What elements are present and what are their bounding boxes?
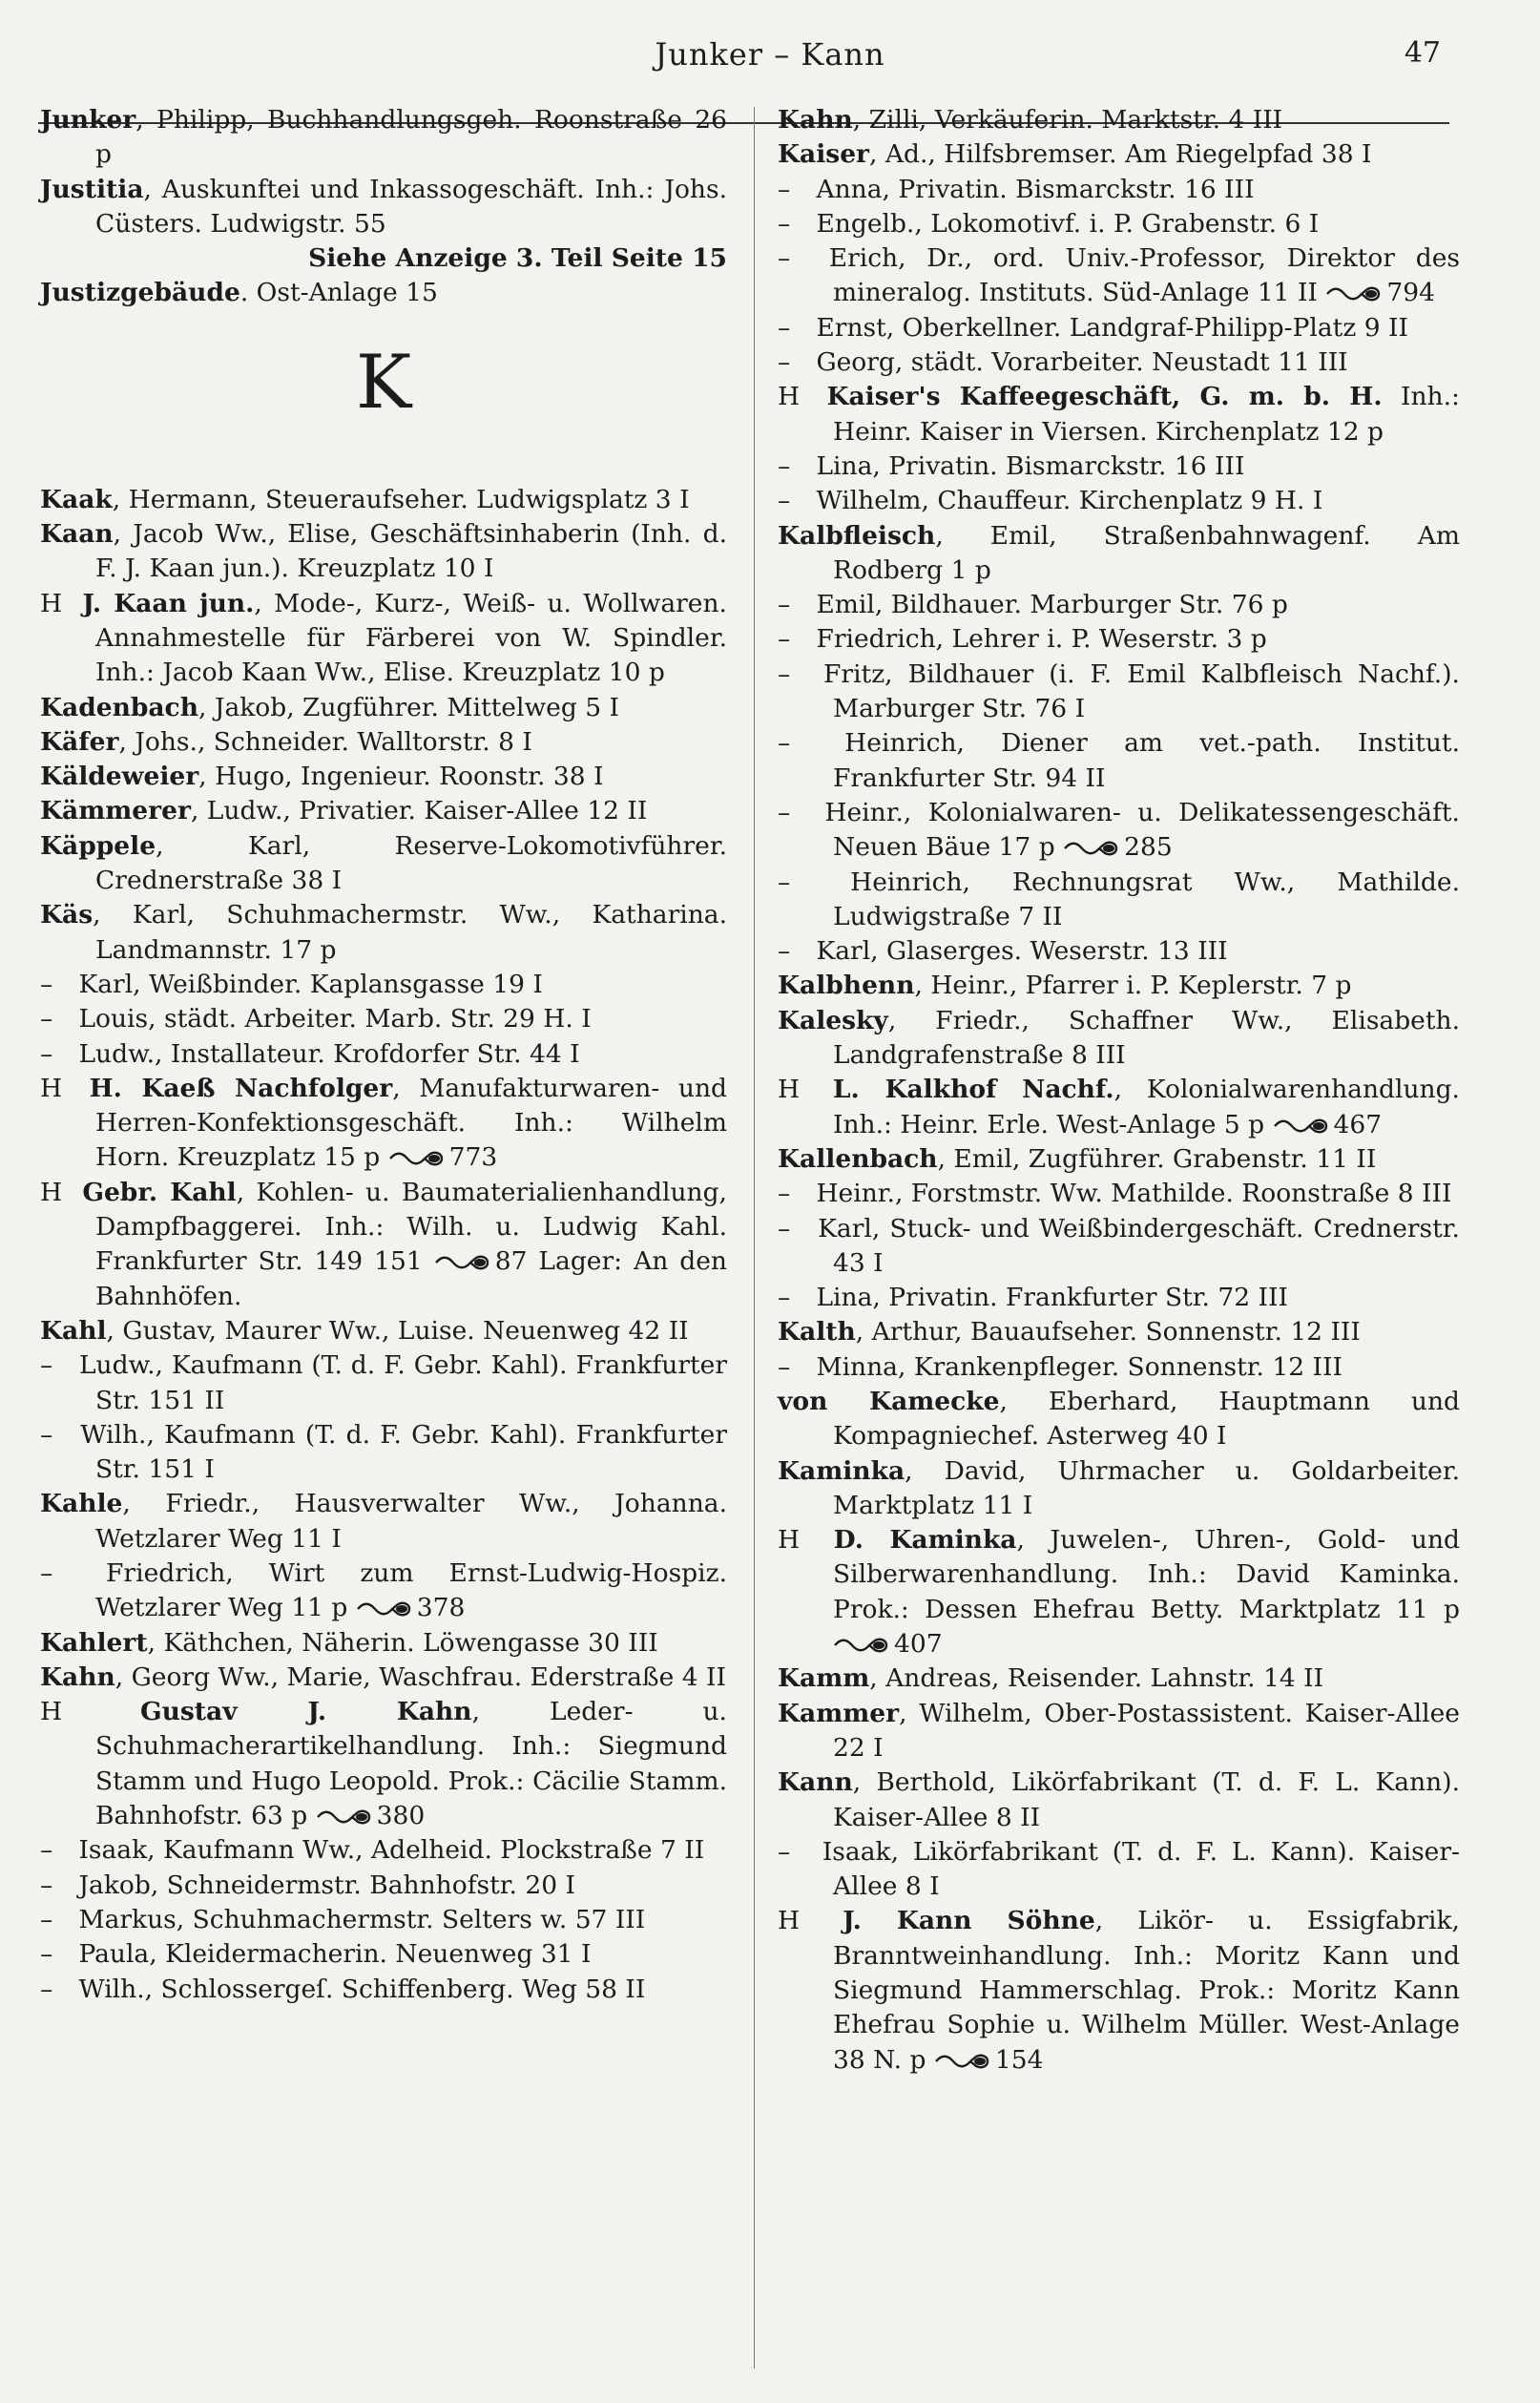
entry-text: , Kohlen- u. Baumaterialienhandlung, Dampfbaggerei. Inh.: Wilh. u. Ludwig Kahl. Frankfurter Str. 149 151: [95, 1177, 727, 1277]
phone-number: 794: [1386, 278, 1435, 308]
left-column: [40, 103, 727, 2007]
directory-entry: [40, 103, 727, 173]
entry-prefix: –: [40, 1038, 53, 1069]
entry-name: Kämmerer: [40, 796, 191, 826]
entry-text: , Käthchen, Näherin. Löwengasse 30 III: [147, 1627, 658, 1658]
entry-text: Lina, Privatin. Frankfurter Str. 72 III: [816, 1283, 1288, 1313]
entry-name: Kaan: [40, 519, 114, 550]
directory-entry: [40, 725, 727, 760]
telephone-icon: [434, 1254, 489, 1271]
directory-entry: [778, 1350, 1460, 1385]
directory-entry: [778, 345, 1460, 380]
directory-entry: [778, 1661, 1460, 1696]
phone-number: 380: [376, 1801, 426, 1831]
entry-name: Kahle: [40, 1489, 123, 1519]
entry-prefix: –: [778, 624, 791, 655]
directory-entry: [40, 517, 727, 587]
entry-prefix: –: [40, 1870, 53, 1900]
entry-prefix: H: [40, 1177, 63, 1207]
directory-entry: [40, 968, 727, 1002]
running-head: Junker – Kann: [655, 36, 885, 73]
entry-text: , Juwelen-, Uhren-, Gold- und Silberwarenhandlung. Inh.: David Kaminka. Prok.: Dessen Ehefrau Betty. Marktplatz 11 p: [833, 1525, 1460, 1624]
entry-text: Lina, Privatin. Bismarckstr. 16 III: [816, 450, 1245, 481]
entry-prefix: –: [778, 1283, 791, 1313]
entry-text: , Ad., Hilfsbremser. Am Riegelpfad 38 I: [869, 139, 1372, 170]
directory-entry: [778, 1315, 1460, 1349]
entry-name: Kalbhenn: [778, 971, 915, 1001]
entry-text: , Kolonialwarenhandlung. Inh.: Heinr. Erle. West-Anlage 5 p: [833, 1075, 1460, 1139]
entry-text: , Manufakturwaren- und Herren-Konfektionsgeschäft. Inh.: Wilhelm Horn. Kreuzplatz 15 p: [95, 1073, 727, 1173]
entry-prefix: H: [40, 588, 63, 618]
entry-prefix: –: [778, 797, 791, 827]
directory-entry: [40, 1869, 727, 1903]
entry-text: , Friedr., Schaffner Ww., Elisabeth. Landgrafenstraße 8 III: [833, 1005, 1460, 1071]
phone-number: 378: [416, 1593, 466, 1623]
entry-text: Ludw., Installateur. Krofdorfer Str. 44 I: [78, 1038, 580, 1069]
directory-entry: [778, 1904, 1460, 2077]
entry-name: Kahn: [778, 105, 853, 135]
entry-name: Kann: [778, 1767, 853, 1798]
phone-number: 407: [894, 1629, 943, 1660]
directory-entry: [778, 796, 1460, 866]
entry-notice: Siehe Anzeige 3. Teil Seite 15: [308, 243, 727, 274]
telephone-icon: [1063, 840, 1118, 857]
directory-entry: [778, 173, 1460, 207]
entry-text: , Jakob, Zugführer. Mittelweg 5 I: [198, 692, 619, 722]
entry-name: Kaiser: [778, 139, 870, 170]
entry-name: D. Kaminka: [833, 1525, 1017, 1556]
entry-name: Käldeweier: [40, 762, 199, 792]
entry-text: , Mode-, Kurz-, Weiß- u. Wollwaren. Annahmestelle für Färberei von W. Spindler. Inh.: Jacob Kaan Ww., Elise. Kreuzplatz 10 p: [95, 588, 727, 688]
directory-entry: [778, 1004, 1460, 1074]
directory-entry: [778, 969, 1460, 1003]
directory-entry: [40, 1072, 727, 1176]
entry-text: Erich, Dr., ord. Univ.-Professor, Direktor des mineralog. Instituts. Süd-Anlage 11 II: [828, 243, 1460, 308]
right-entries: [778, 103, 1460, 2078]
entry-text: Karl, Stuck- und Weißbindergeschäft. Crednerstr. 43 I: [818, 1213, 1460, 1278]
directory-entry: [778, 449, 1460, 484]
entry-text: , Arthur, Bauaufseher. Sonnenstr. 12 III: [855, 1317, 1361, 1348]
entry-name: H. Kaeß Nachfolger: [89, 1073, 393, 1103]
directory-entry: [778, 1142, 1460, 1177]
telephone-icon: [1325, 285, 1381, 303]
entry-prefix: –: [778, 174, 791, 204]
entry-text: , Karl, Schuhmachermstr. Ww., Katharina. Landmannstr. 17 p: [93, 900, 727, 965]
entry-text: , Andreas, Reisender. Lahnstr. 14 II: [869, 1663, 1324, 1694]
phone-number: 87 Lager: An den Bahnhöfen.: [95, 1246, 727, 1311]
directory-entry: [40, 1002, 727, 1036]
entry-prefix: –: [40, 1557, 53, 1588]
entry-prefix: –: [778, 1836, 791, 1867]
entry-text: , Auskunftei und Inkassogeschäft. Inh.: Johs. Cüsters. Ludwigstr. 55: [95, 174, 727, 239]
entry-text: , Johs., Schneider. Walltorstr. 8 I: [118, 726, 532, 757]
entry-name: Käfer: [40, 726, 119, 757]
entry-text: , Zilli, Verkäuferin. Marktstr. 4 III: [852, 105, 1283, 135]
directory-entry: [778, 1212, 1460, 1282]
entry-text: , Leder- u. Schuhmacherartikelhandlung. Inh.: Siegmund Stamm und Hugo Leopold. Prok.: Cäcilie Stamm. Bahnhofstr. 63 p: [95, 1697, 727, 1831]
entry-text: Wilh., Schlossergeſ. Schiffenberg. Weg 58 II: [78, 1974, 646, 2004]
directory-entry: [40, 898, 727, 968]
entry-text: , Hermann, Steueraufseher. Ludwigsplatz 3 I: [112, 484, 690, 514]
entry-text: Fritz, Bildhauer (i. F. Emil Kalbfleisch Nachf.). Marburger Str. 76 I: [823, 658, 1460, 724]
entry-prefix: –: [778, 1351, 791, 1382]
directory-entry: [778, 1835, 1460, 1905]
entry-name: Kaak: [40, 484, 113, 514]
entry-prefix: –: [40, 1939, 53, 1970]
entry-name: Kammer: [778, 1698, 900, 1728]
page-number: 47: [1404, 36, 1441, 70]
phone-number: 467: [1333, 1109, 1383, 1139]
entry-prefix: –: [778, 450, 791, 481]
directory-entry: [778, 934, 1460, 969]
telephone-icon: [833, 1637, 888, 1654]
entry-prefix: –: [778, 486, 791, 516]
directory-entry: [778, 1523, 1460, 1661]
section-letter-heading: K: [355, 339, 412, 426]
directory-entry: [778, 311, 1460, 345]
entry-prefix: H: [778, 382, 801, 412]
entry-text: , Friedr., Hausverwalter Ww., Johanna. Wetzlarer Weg 11 I: [95, 1489, 727, 1554]
entry-name: Junker: [40, 105, 136, 135]
entry-text: , Ludw., Privatier. Kaiser-Allee 12 II: [190, 796, 648, 826]
directory-entry: [778, 1454, 1460, 1524]
phone-number: 773: [448, 1142, 498, 1173]
entry-prefix: –: [40, 1419, 53, 1450]
directory-entry: [778, 588, 1460, 622]
entry-text: , Emil, Zugführer. Grabenstr. 11 II: [937, 1143, 1377, 1174]
entry-text: , Likör- u. Essigfabrik, Branntweinhandlung. Inh.: Moritz Kann und Siegmund Hammerschlag. Prok.: Moritz Kann Ehefrau Sophie u. Wilhelm Müller. West-Anlage 38 N. p: [833, 1906, 1460, 2075]
entry-text: , Berthold, Likörfabrikant (T. d. F. L. Kann). Kaiser-Allee 8 II: [833, 1767, 1460, 1832]
directory-entry: [40, 1626, 727, 1661]
entry-prefix: H: [40, 1697, 63, 1727]
entry-name: Kaiser's Kaffeegeschäft, G. m. b. H.: [826, 382, 1383, 412]
entry-text: Paula, Kleidermacherin. Neuenweg 31 I: [78, 1939, 592, 1970]
entry-text: Anna, Privatin. Bismarckstr. 16 III: [816, 174, 1255, 204]
phone-number: 154: [994, 2044, 1044, 2075]
entry-name: Kaminka: [778, 1455, 905, 1486]
entry-name: Käs: [40, 900, 94, 930]
directory-entry: [40, 1973, 727, 2007]
entry-text: . Ost-Anlage 15: [239, 278, 438, 308]
entry-text: Ludw., Kaufmann (T. d. F. Gebr. Kahl). Frankfurter Str. 151 II: [78, 1350, 727, 1415]
entry-text: Markus, Schuhmachermstr. Selters w. 57 III: [78, 1904, 646, 1934]
entry-prefix: –: [40, 1350, 53, 1381]
entry-text: , Emil, Straßenbahnwagenf. Am Rodberg 1 p: [833, 520, 1460, 585]
phone-number: 285: [1124, 832, 1173, 863]
telephone-icon: [316, 1808, 371, 1826]
entry-name: Kalbfleisch: [778, 520, 936, 551]
entry-text: , Karl, Reserve-Lokomotivführer. Crednerstraße 38 I: [95, 830, 727, 896]
directory-entry: [40, 587, 727, 691]
directory-entry: [778, 726, 1460, 796]
telephone-icon: [356, 1600, 411, 1618]
directory-entry: [40, 760, 727, 794]
entry-name: Justizgebäude: [40, 278, 240, 308]
directory-entry: [40, 1037, 727, 1072]
entry-text: , Heinr., Pfarrer i. P. Keplerstr. 7 p: [914, 971, 1352, 1001]
entry-text: Georg, städt. Vorarbeiter. Neustadt 11 III: [816, 347, 1348, 378]
entry-name: J. Kaan jun.: [82, 588, 255, 618]
entry-prefix: –: [778, 867, 791, 897]
entry-name: Kadenbach: [40, 692, 198, 722]
directory-entry: [40, 794, 727, 828]
entry-text: Heinr., Forstmstr. Ww. Mathilde. Roonstraße 8 III: [816, 1179, 1452, 1209]
entry-text: , Georg Ww., Marie, Waschfrau. Ederstraße 4 II: [114, 1661, 726, 1692]
directory-entry: [778, 1177, 1460, 1211]
telephone-icon: [388, 1150, 444, 1167]
directory-entry: [40, 1903, 727, 1937]
directory-entry: [40, 173, 727, 242]
entry-text: Friedrich, Lehrer i. P. Weserstr. 3 p: [816, 624, 1267, 655]
entry-text: Engelb., Lokomotivf. i. P. Grabenstr. 6 I: [816, 208, 1320, 239]
entry-prefix: –: [778, 936, 791, 967]
directory-entry: [40, 1833, 727, 1868]
directory-entry: [40, 1418, 727, 1488]
directory-entry: [778, 241, 1460, 311]
entry-prefix: H: [778, 1075, 801, 1105]
entry-text: Karl, Weißbinder. Kaplansgasse 19 I: [78, 969, 543, 999]
entry-prefix: –: [778, 590, 791, 620]
entry-prefix: –: [778, 1179, 791, 1209]
entry-prefix: –: [40, 1004, 53, 1034]
entry-prefix: H: [40, 1073, 63, 1103]
directory-entry: [40, 241, 727, 276]
entry-prefix: –: [778, 312, 791, 343]
telephone-icon: [1273, 1118, 1328, 1135]
entry-text: Heinrich, Rechnungsrat Ww., Mathilde. Ludwigstraße 7 II: [833, 867, 1460, 931]
entry-prefix: –: [40, 1904, 53, 1934]
directory-entry: [40, 691, 727, 725]
entry-prefix: –: [778, 658, 791, 689]
directory-entry: [778, 658, 1460, 727]
directory-entry: [778, 622, 1460, 657]
directory-entry: [40, 1937, 727, 1972]
entry-name: Kamm: [778, 1663, 870, 1694]
directory-entry: [40, 829, 727, 899]
entry-text: Friedrich, Wirt zum Ernst-Ludwig-Hospiz. Wetzlarer Weg 11 p: [95, 1557, 727, 1623]
entry-text: Heinrich, Diener am vet.-path. Institut. Frankfurter Str. 94 II: [833, 728, 1460, 793]
directory-entry: [40, 1661, 727, 1695]
entry-prefix: –: [40, 1835, 53, 1866]
entry-name: Kalesky: [778, 1005, 888, 1035]
entry-text: Inh.: Heinr. Kaiser in Viersen. Kirchenplatz 12 p: [833, 382, 1460, 447]
directory-entry: [40, 1695, 727, 1833]
directory-entry: [778, 137, 1460, 172]
entry-prefix: –: [778, 347, 791, 378]
entry-text: Louis, städt. Arbeiter. Marb. Str. 29 H. I: [78, 1004, 592, 1034]
entry-name: Justitia: [40, 174, 144, 204]
entry-text: , Jacob Ww., Elise, Geschäftsinhaberin (Inh. d. F. J. Kaan jun.). Kreuzplatz 10 I: [95, 519, 727, 584]
entry-prefix: –: [778, 1213, 791, 1243]
entry-prefix: H: [778, 1525, 801, 1556]
page-header: [0, 36, 1540, 84]
directory-entry: [40, 1314, 727, 1348]
directory-entry: [40, 1348, 727, 1418]
entry-prefix: H: [778, 1906, 801, 1936]
entry-text: Emil, Bildhauer. Marburger Str. 76 p: [816, 590, 1288, 620]
directory-entry: [778, 1385, 1460, 1454]
directory-entry: [778, 1281, 1460, 1315]
entry-name: Kahl: [40, 1315, 107, 1346]
entry-prefix: –: [40, 1974, 53, 2004]
directory-entry: [40, 1557, 727, 1626]
entry-name: von Kamecke: [778, 1386, 1000, 1416]
directory-entry: [778, 1766, 1460, 1835]
entry-name: Gebr. Kahl: [82, 1177, 237, 1207]
entry-text: , Eberhard, Hauptmann und Kompagniechef. Asterweg 40 I: [833, 1386, 1460, 1452]
entry-name: J. Kann Söhne: [843, 1906, 1095, 1936]
directory-entry: [778, 207, 1460, 241]
entry-text: Jakob, Schneidermstr. Bahnhofstr. 20 I: [78, 1870, 575, 1900]
directory-entry: [778, 866, 1460, 935]
entry-text: Wilhelm, Chauffeur. Kirchenplatz 9 H. I: [816, 486, 1323, 516]
directory-entry: [778, 380, 1460, 449]
column-divider: [754, 107, 755, 2369]
entry-name: Kahlert: [40, 1627, 148, 1658]
directory-entry: [778, 103, 1460, 137]
entry-text: Wilh., Kaufmann (T. d. F. Gebr. Kahl). Frankfurter Str. 151 I: [80, 1419, 727, 1485]
entry-text: Minna, Krankenpfleger. Sonnenstr. 12 III: [816, 1351, 1342, 1382]
entry-text: , Philipp, Buchhandlungsgeh. Roonstraße 26 p: [95, 105, 727, 170]
entry-text: , Gustav, Maurer Ww., Luise. Neuenweg 42 II: [106, 1315, 689, 1346]
entry-name: L. Kalkhof Nachf.: [832, 1075, 1114, 1105]
left-entries-before: [40, 103, 727, 311]
entry-text: Heinr., Kolonialwaren- u. Delikatessengeschäft. Neuen Bäue 17 p: [824, 797, 1460, 863]
right-column: [778, 103, 1460, 2078]
entry-prefix: –: [778, 243, 791, 274]
left-entries-after: [40, 483, 727, 2007]
directory-entry: [778, 484, 1460, 518]
entry-text: , David, Uhrmacher u. Goldarbeiter. Marktplatz 11 I: [833, 1455, 1460, 1520]
entry-text: Ernst, Oberkellner. Landgraf-Philipp-Platz 9 II: [816, 312, 1408, 343]
entry-name: Kallenbach: [778, 1143, 938, 1174]
entry-name: Kahn: [40, 1661, 115, 1692]
entry-name: Kalth: [778, 1317, 856, 1348]
entry-prefix: –: [40, 969, 53, 999]
entry-prefix: –: [778, 208, 791, 239]
directory-entry: [40, 1487, 727, 1557]
directory-entry: [778, 1697, 1460, 1766]
directory-entry: [40, 276, 727, 310]
directory-entry: [40, 483, 727, 517]
entry-text: Isaak, Likörfabrikant (T. d. F. L. Kann). Kaiser-Allee 8 I: [822, 1836, 1460, 1902]
directory-entry: [778, 519, 1460, 589]
entry-text: , Hugo, Ingenieur. Roonstr. 38 I: [198, 762, 604, 792]
entry-text: Karl, Glaserges. Weserstr. 13 III: [816, 936, 1228, 967]
telephone-icon: [934, 2053, 989, 2070]
entry-text: , Wilhelm, Ober-Postassistent. Kaiser-Allee 22 I: [833, 1698, 1460, 1763]
directory-entry: [778, 1073, 1460, 1142]
directory-entry: [40, 1176, 727, 1314]
entry-name: Käppele: [40, 830, 156, 861]
entry-prefix: –: [778, 728, 791, 759]
entry-name: Gustav J. Kahn: [139, 1697, 472, 1727]
entry-text: Isaak, Kaufmann Ww., Adelheid. Plockstraße 7 II: [78, 1835, 705, 1866]
